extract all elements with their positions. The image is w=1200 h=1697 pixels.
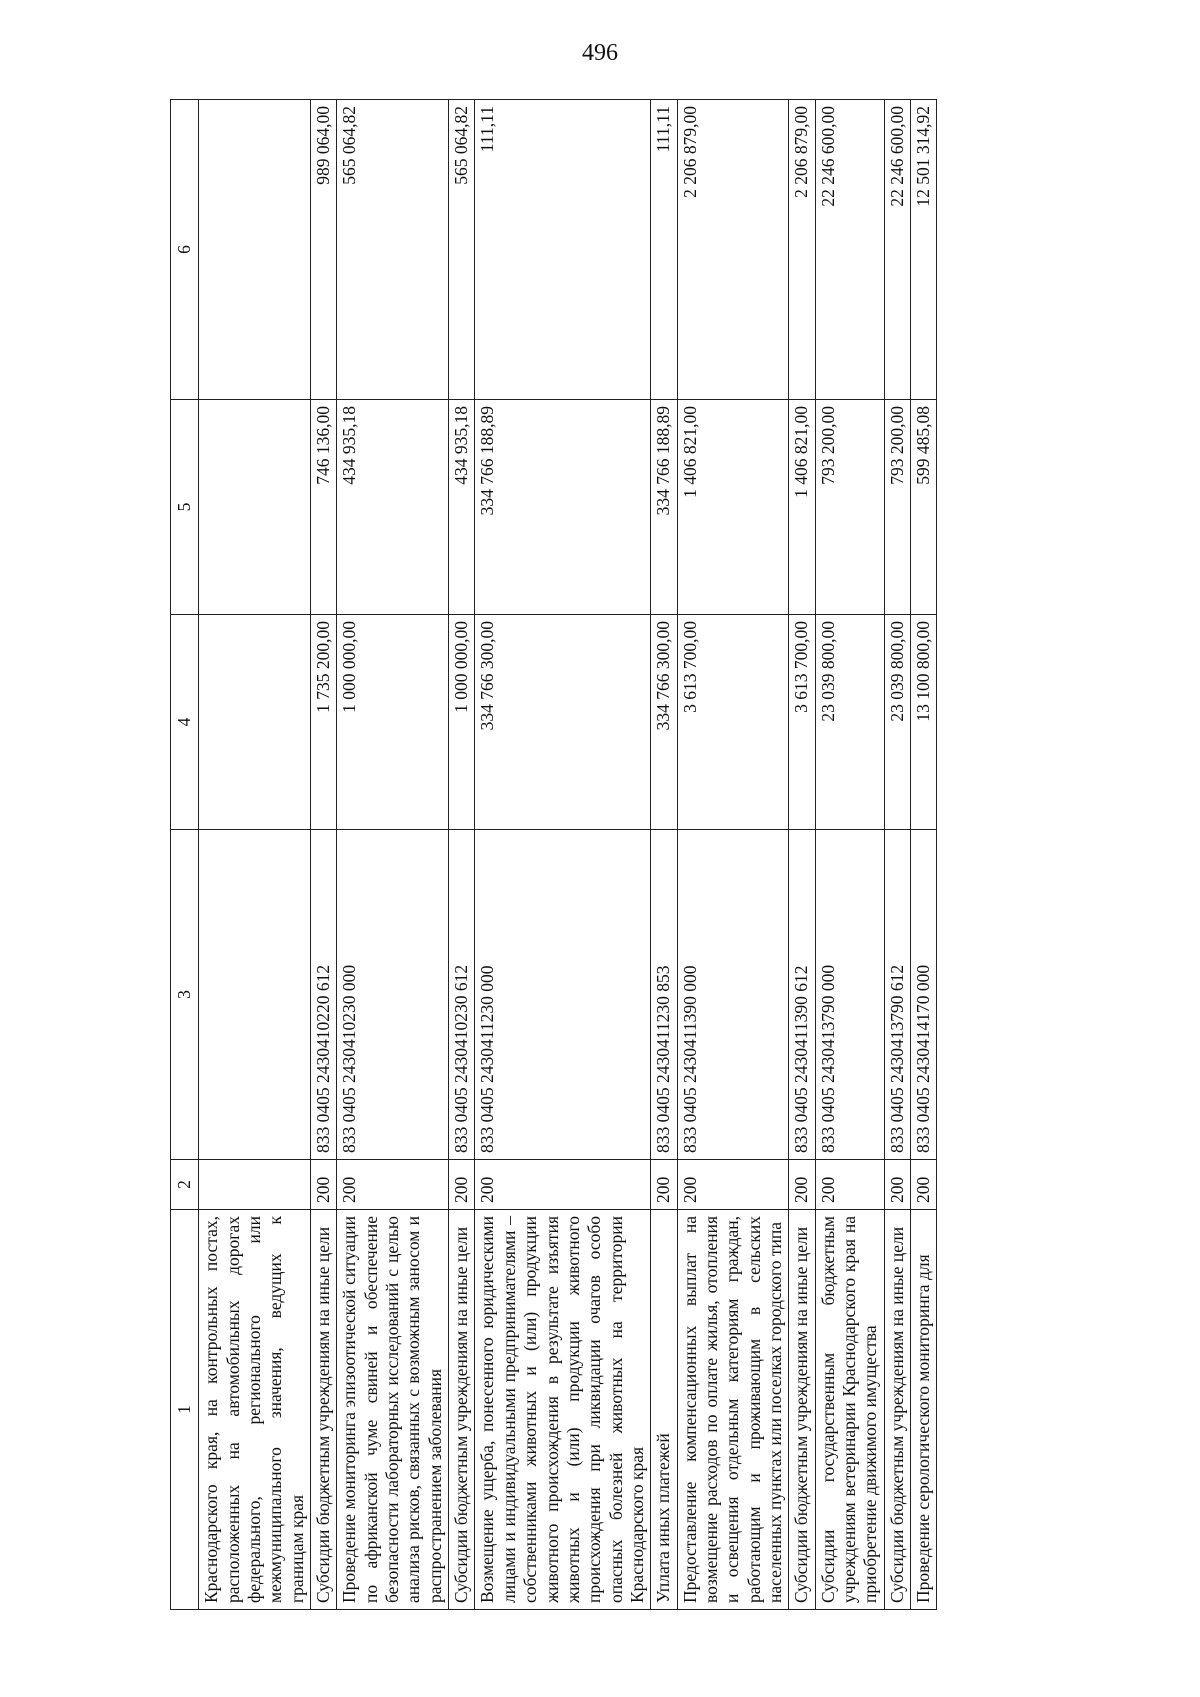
cell-budget-code: 833 0405 2430410220 612 xyxy=(311,830,337,1160)
cell-remaining-amount: 2 206 879,00 xyxy=(789,100,815,400)
cell-description: Проведение мониторинга эпизоотической ситуации по африканской чуме свиней и обеспечение безопасности лабораторных исследований с целью анализа рисков, связанных с возможным заносом и распространением заболевания xyxy=(337,1210,449,1610)
cell-remaining-amount xyxy=(199,100,311,400)
cell-kind-code: 200 xyxy=(911,1160,937,1210)
cell-plan-amount: 1 000 000,00 xyxy=(337,615,449,830)
table-row xyxy=(475,100,651,1610)
cell-budget-code xyxy=(199,830,311,1160)
cell-remaining-amount: 565 064,82 xyxy=(449,100,475,400)
cell-description: Проведение серологического мониторинга для xyxy=(911,1210,937,1610)
cell-remaining-amount: 989 064,00 xyxy=(311,100,337,400)
table-row xyxy=(911,100,937,1610)
cell-description: Субсидии бюджетным учреждениям на иные цели xyxy=(789,1210,815,1610)
cell-plan-amount: 13 100 800,00 xyxy=(911,615,937,830)
cell-remaining-amount: 12 501 314,92 xyxy=(911,100,937,400)
cell-remaining-amount: 565 064,82 xyxy=(337,100,449,400)
cell-kind-code: 200 xyxy=(475,1160,651,1210)
cell-budget-code: 833 0405 2430411230 853 xyxy=(651,830,677,1160)
cell-kind-code: 200 xyxy=(311,1160,337,1210)
cell-executed-amount: 746 136,00 xyxy=(311,400,337,615)
rotated-table-wrapper xyxy=(170,100,1120,1610)
cell-remaining-amount: 111,11 xyxy=(651,100,677,400)
cell-description: Уплата иных платежей xyxy=(651,1210,677,1610)
cell-executed-amount: 793 200,00 xyxy=(884,400,910,615)
cell-executed-amount xyxy=(199,400,311,615)
cell-kind-code: 200 xyxy=(337,1160,449,1210)
cell-description: Субсидии государственным бюджетным учреждениям ветеринарии Краснодарского края на приобретение движимого имущества xyxy=(815,1210,884,1610)
cell-description: Возмещение ущерба, понесенного юридическими лицами и индивидуальными предпринимателями – собственниками животных и (или) продукции животного происхождения в результате изъятия животных и (или) продукции животного происхождения при ликвидации очагов особо опасных болезней животных на территории Краснодарского края xyxy=(475,1210,651,1610)
cell-plan-amount: 3 613 700,00 xyxy=(789,615,815,830)
cell-description: Краснодарского края, на контрольных постах, расположенных на автомобильных дорогах федерального, регионального или межмуниципального значения, ведущих к границам края xyxy=(199,1210,311,1610)
cell-description: Субсидии бюджетным учреждениям на иные цели xyxy=(449,1210,475,1610)
cell-plan-amount xyxy=(199,615,311,830)
cell-executed-amount: 334 766 188,89 xyxy=(475,400,651,615)
cell-description: Субсидии бюджетным учреждениям на иные цели xyxy=(311,1210,337,1610)
table-body xyxy=(199,100,937,1610)
cell-budget-code: 833 0405 2430411230 000 xyxy=(475,830,651,1160)
cell-remaining-amount: 111,11 xyxy=(475,100,651,400)
cell-budget-code: 833 0405 2430410230 000 xyxy=(337,830,449,1160)
cell-plan-amount: 23 039 800,00 xyxy=(884,615,910,830)
header-col-6: 6 xyxy=(171,100,199,400)
table-row xyxy=(677,100,789,1610)
cell-plan-amount: 334 766 300,00 xyxy=(651,615,677,830)
cell-kind-code: 200 xyxy=(884,1160,910,1210)
table-row xyxy=(311,100,337,1610)
cell-executed-amount: 1 406 821,00 xyxy=(677,400,789,615)
table-row xyxy=(789,100,815,1610)
table-row xyxy=(815,100,884,1610)
cell-budget-code: 833 0405 2430413790 000 xyxy=(815,830,884,1160)
page-number: 496 xyxy=(582,40,618,66)
header-col-5: 5 xyxy=(171,400,199,615)
cell-kind-code: 200 xyxy=(677,1160,789,1210)
cell-remaining-amount: 2 206 879,00 xyxy=(677,100,789,400)
cell-executed-amount: 434 935,18 xyxy=(449,400,475,615)
cell-plan-amount: 334 766 300,00 xyxy=(475,615,651,830)
cell-plan-amount: 1 000 000,00 xyxy=(449,615,475,830)
cell-executed-amount: 434 935,18 xyxy=(337,400,449,615)
table-header-row xyxy=(171,100,199,1610)
cell-executed-amount: 334 766 188,89 xyxy=(651,400,677,615)
cell-budget-code: 833 0405 2430414170 000 xyxy=(911,830,937,1160)
cell-description: Предоставление компенсационных выплат на возмещение расходов по оплате жилья, отопления и освещения отдельным категориям граждан, работающим и проживающим в сельских населенных пунктах или поселках городского типа xyxy=(677,1210,789,1610)
cell-budget-code: 833 0405 2430413790 612 xyxy=(884,830,910,1160)
cell-kind-code: 200 xyxy=(449,1160,475,1210)
cell-executed-amount: 599 485,08 xyxy=(911,400,937,615)
cell-budget-code: 833 0405 2430411390 612 xyxy=(789,830,815,1160)
cell-plan-amount: 3 613 700,00 xyxy=(677,615,789,830)
header-col-1: 1 xyxy=(171,1210,199,1610)
cell-budget-code: 833 0405 2430411390 000 xyxy=(677,830,789,1160)
table-row xyxy=(651,100,677,1610)
cell-executed-amount: 1 406 821,00 xyxy=(789,400,815,615)
cell-plan-amount: 23 039 800,00 xyxy=(815,615,884,830)
cell-kind-code: 200 xyxy=(815,1160,884,1210)
cell-remaining-amount: 22 246 600,00 xyxy=(884,100,910,400)
cell-remaining-amount: 22 246 600,00 xyxy=(815,100,884,400)
cell-executed-amount: 793 200,00 xyxy=(815,400,884,615)
header-col-2: 2 xyxy=(171,1160,199,1210)
cell-kind-code xyxy=(199,1160,311,1210)
table-row xyxy=(337,100,449,1610)
header-col-4: 4 xyxy=(171,615,199,830)
table-row xyxy=(884,100,910,1610)
cell-kind-code: 200 xyxy=(789,1160,815,1210)
cell-description: Субсидии бюджетным учреждениям на иные цели xyxy=(884,1210,910,1610)
cell-budget-code: 833 0405 2430410230 612 xyxy=(449,830,475,1160)
header-col-3: 3 xyxy=(171,830,199,1160)
table-row xyxy=(199,100,311,1610)
budget-table xyxy=(170,99,937,1610)
table-row xyxy=(449,100,475,1610)
cell-plan-amount: 1 735 200,00 xyxy=(311,615,337,830)
cell-kind-code: 200 xyxy=(651,1160,677,1210)
